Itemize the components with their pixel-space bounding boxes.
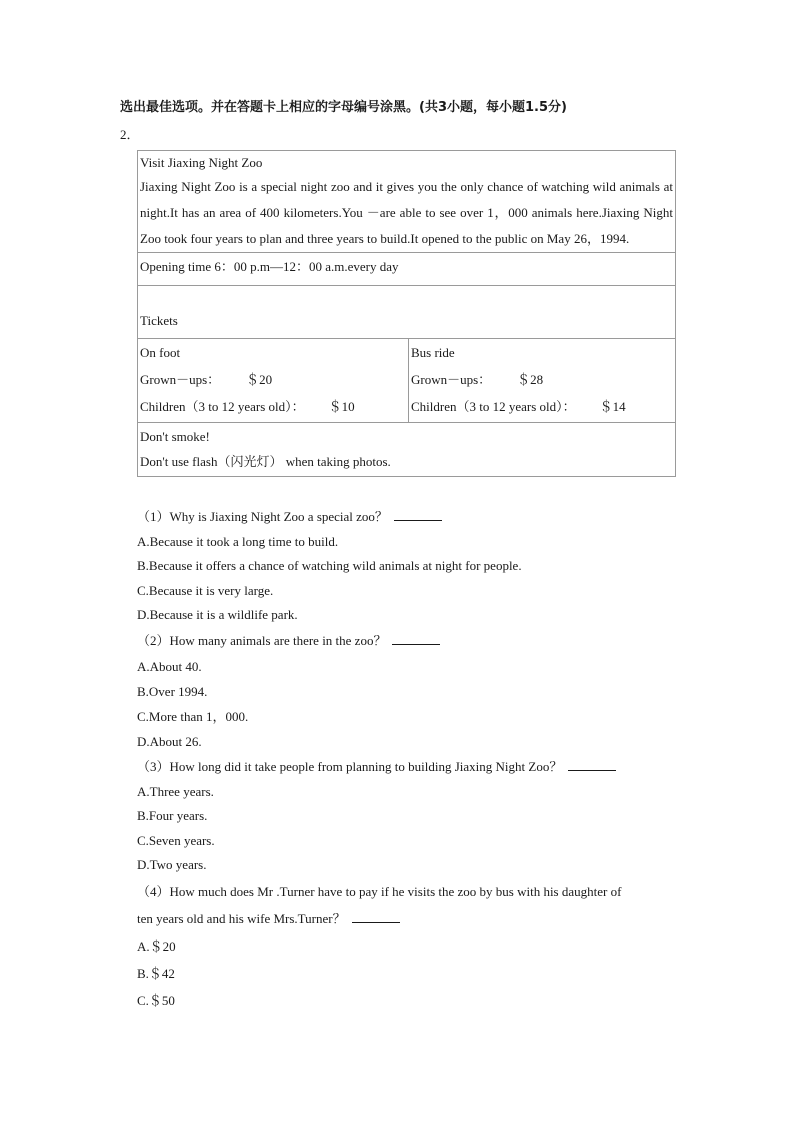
rule-no-smoking: Don't smoke! [140, 429, 210, 444]
question-1-stem [137, 505, 677, 530]
rules-cell [138, 423, 676, 477]
bus-ride-children-label: Children（3 to 12 years old）： [411, 399, 576, 414]
question-1-text: （1）Why is Jiaxing Night Zoo a special zoo？ [137, 509, 388, 524]
question-number: 2． [120, 127, 140, 142]
bus-ride-children-row [411, 393, 673, 420]
notice-intro: Jiaxing Night Zoo is a special night zoo and it gives you the only chance of watching wild animals at night.It has an area of 400 kilometers.You －are able to see over 1，000 animals here.Jiaxing Night Zoo took four years to plan and three years to build.It opened to the public on May 26，1994. [140, 179, 673, 246]
on-foot-children-label: Children（3 to 12 years old）： [140, 399, 305, 414]
on-foot-adults-label: Grown－ups： [140, 372, 221, 387]
questions-list [137, 505, 677, 1014]
zoo-notice-table [137, 150, 676, 477]
answer-blank[interactable] [392, 630, 440, 645]
answer-blank[interactable] [394, 506, 442, 521]
on-foot-children-row [140, 393, 406, 420]
question-4-text: （4）How much does Mr .Turner have to pay if he visits the zoo by bus with his daughter of [137, 883, 622, 899]
on-foot-adults-row [140, 366, 406, 393]
option[interactable]: C.＄50 [137, 992, 175, 1008]
opening-time-cell [138, 253, 676, 286]
bus-ride-children-price: ＄14 [599, 399, 626, 414]
option[interactable]: B.Four years. [137, 808, 208, 823]
bus-ride-adults-row [411, 366, 673, 393]
question-4-text-cont: ten years old and his wife Mrs.Turner？ [137, 910, 346, 926]
on-foot-children-price: ＄10 [328, 399, 355, 414]
bus-ride-cell [409, 339, 676, 423]
answer-blank[interactable] [352, 908, 400, 923]
option[interactable]: A.＄20 [137, 938, 176, 954]
on-foot-label: On foot [140, 345, 181, 360]
tickets-label: Tickets [140, 313, 178, 328]
option[interactable]: D.Because it is a wildlife park. [137, 607, 298, 622]
option[interactable]: C.Because it is very large. [137, 582, 274, 598]
bus-ride-adults-price: ＄28 [517, 372, 544, 387]
option[interactable]: B.＄42 [137, 965, 175, 981]
rule-no-flash: Don't use flash（闪光灯） when taking photos. [140, 454, 391, 469]
question-4-stem-line1 [137, 878, 677, 905]
question-2-text: （2）How many animals are there in the zoo？ [137, 632, 387, 648]
on-foot-adults-price: ＄20 [246, 372, 273, 387]
option[interactable]: D.About 26. [137, 733, 202, 749]
option[interactable]: C.More than 1，000. [137, 708, 249, 724]
question-3-stem [137, 754, 677, 780]
option[interactable]: B.Because it offers a chance of watching wild animals at night for people. [137, 558, 522, 573]
notice-title: Visit Jiaxing Night Zoo [140, 155, 263, 170]
tickets-cell [138, 286, 676, 339]
option[interactable]: A.About 40. [137, 658, 202, 674]
option[interactable]: B.Over 1994. [137, 683, 208, 699]
opening-time: Opening time 6：00 p.m—12：00 a.m.every day [140, 259, 399, 274]
option[interactable]: C.Seven years. [137, 832, 215, 848]
question-4-stem-line2 [137, 905, 677, 933]
question-3-text: （3）How long did it take people from planning to building Jiaxing Night Zoo？ [137, 758, 563, 774]
section-instruction: 选出最佳选项。并在答题卡上相应的字母编号涂黑。(共3小题，每小题1.5分) [120, 100, 567, 115]
option[interactable]: A.Because it took a long time to build. [137, 533, 339, 549]
bus-ride-label: Bus ride [411, 345, 455, 360]
option[interactable]: D.Two years. [137, 857, 207, 872]
on-foot-cell [138, 339, 409, 423]
intro-cell [138, 151, 676, 253]
bus-ride-adults-label: Grown－ups： [411, 372, 492, 387]
option[interactable]: A.Three years. [137, 783, 214, 799]
question-2-stem [137, 628, 677, 654]
answer-blank[interactable] [568, 756, 616, 771]
